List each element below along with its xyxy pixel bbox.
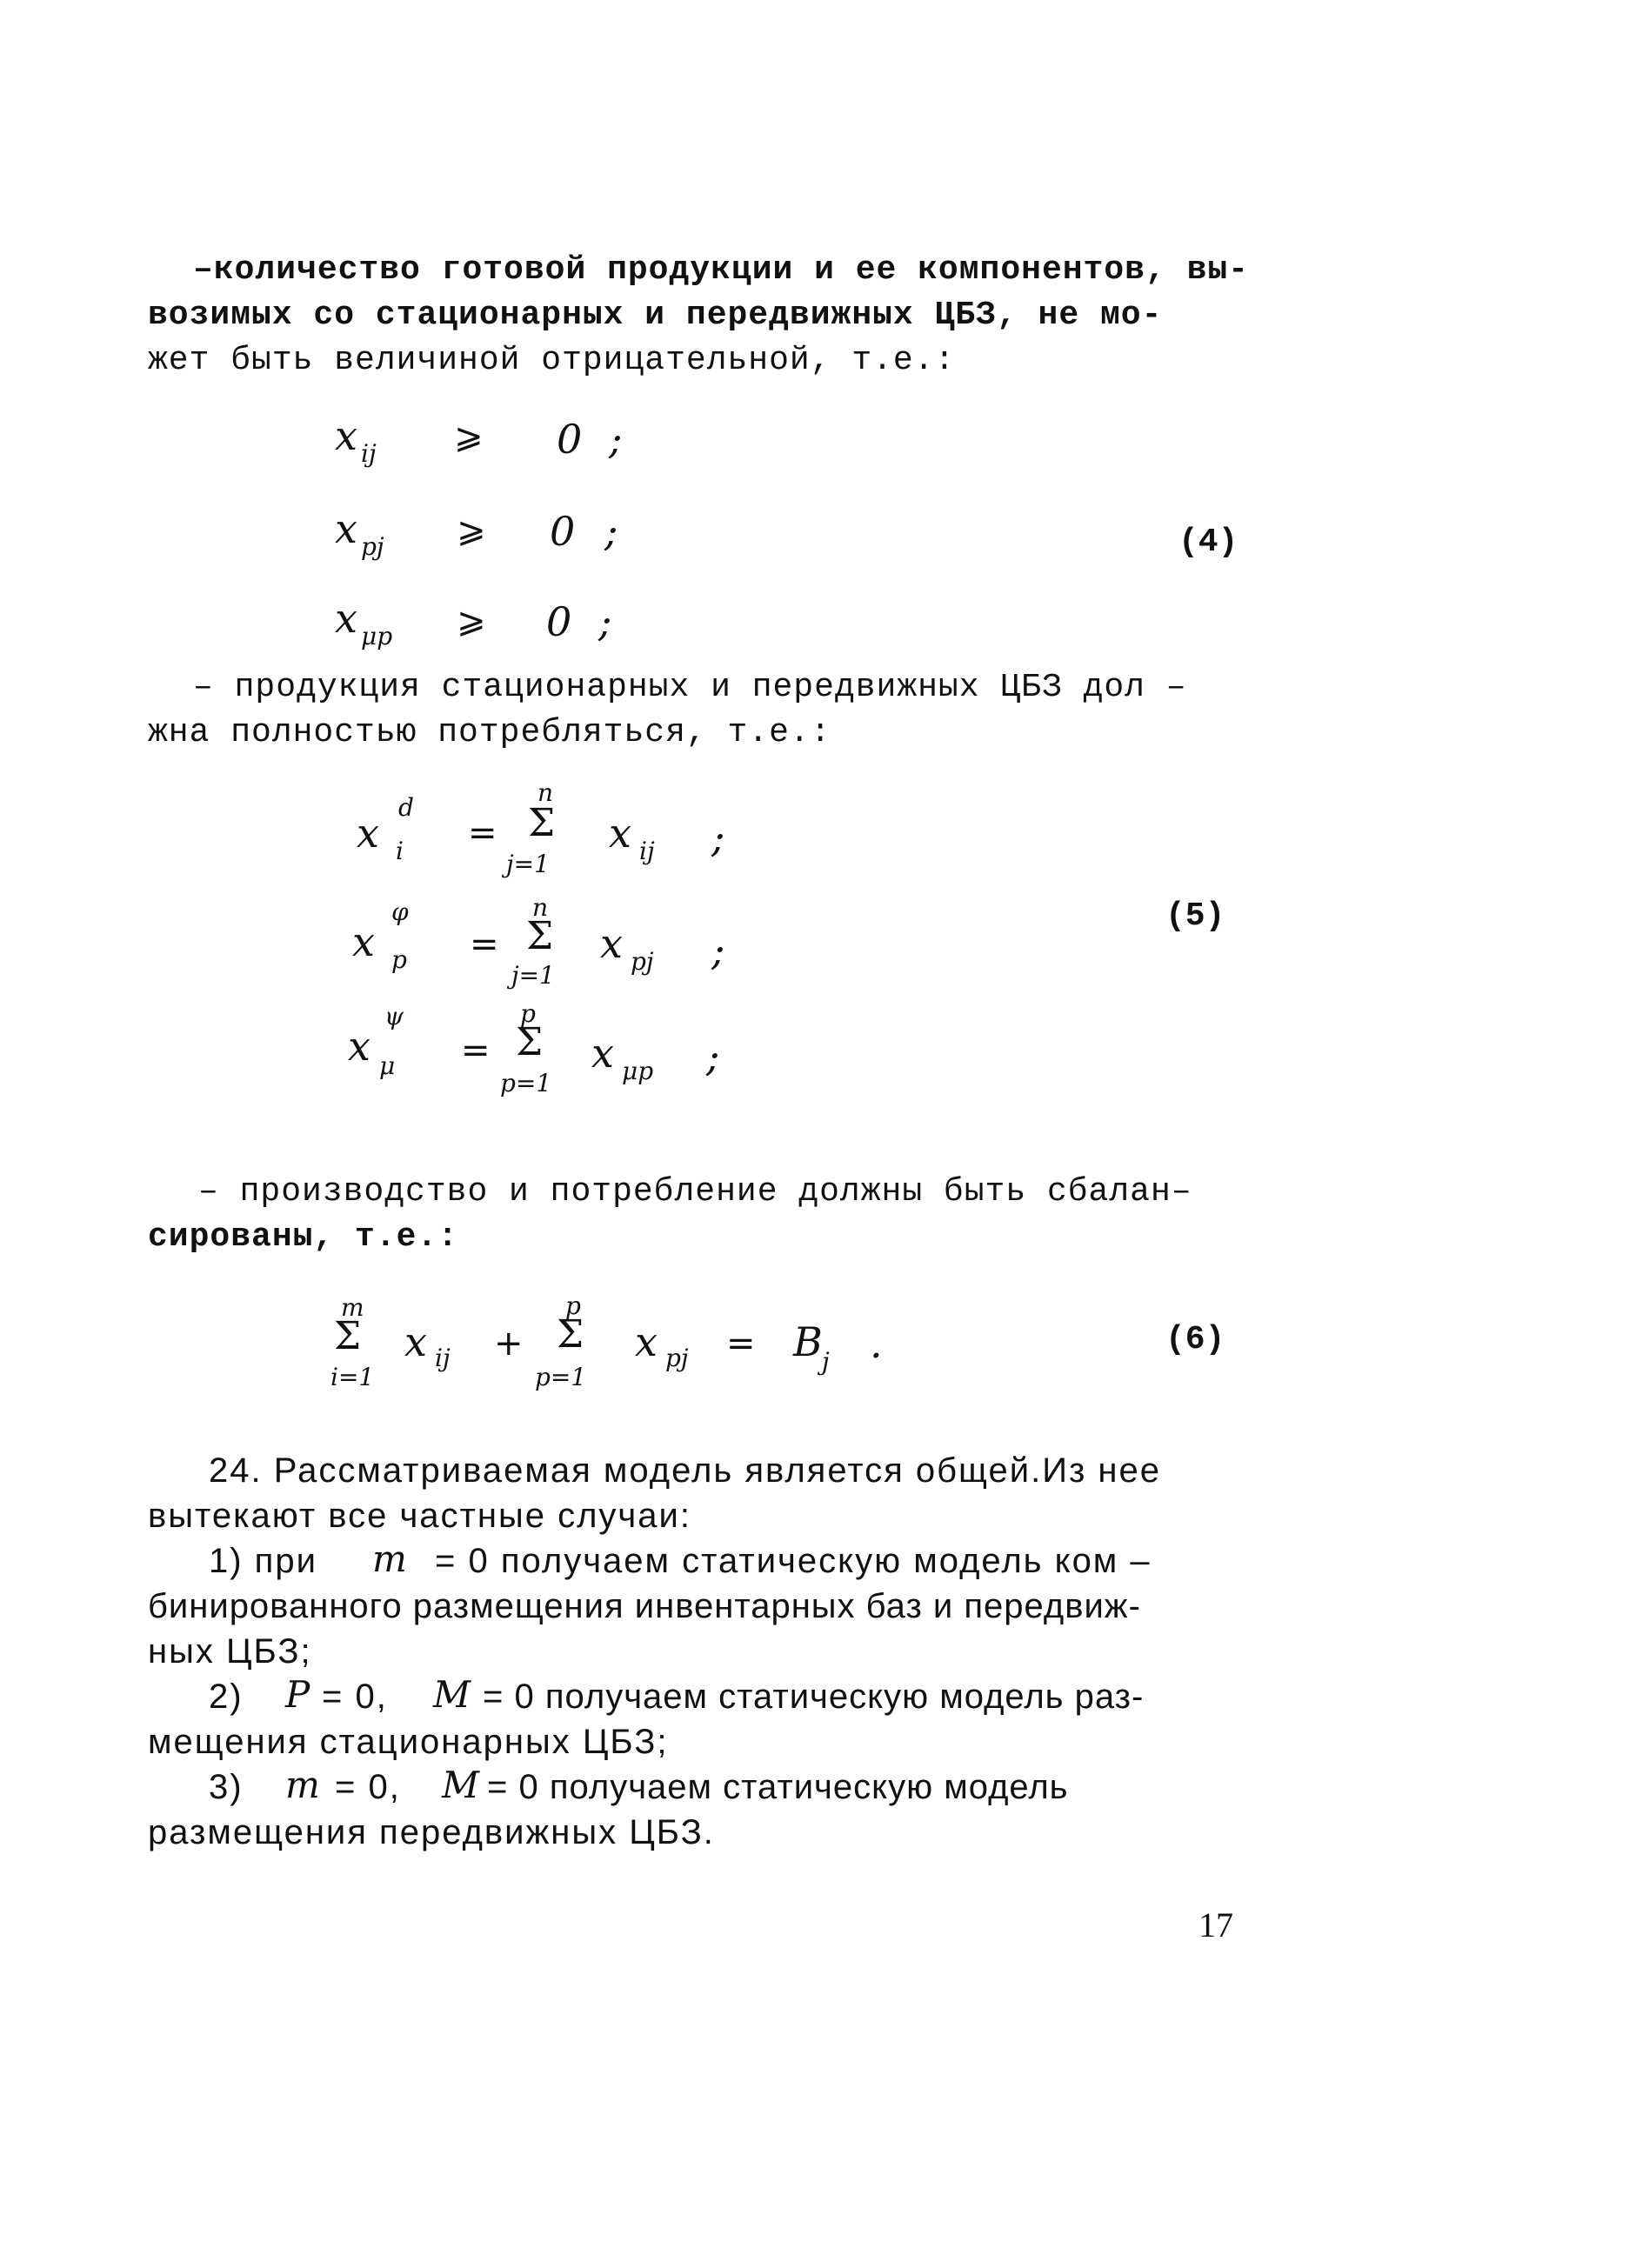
paragraph-3-line-2: сированы, т.е.: [148, 1218, 459, 1256]
case-2-var-1: P [285, 1673, 310, 1716]
case-3-number: 3) [209, 1768, 244, 1806]
paragraph-3-line-1: – производство и потребление должны быть сбалан– [198, 1173, 1192, 1211]
eq6-equals: = [726, 1324, 756, 1364]
section-24-line-1: 24. Рассматриваемая модель является общей.Из нее [209, 1451, 1161, 1490]
case-2-line-1: = 0 получаем статическую модель раз- [483, 1678, 1145, 1716]
eq4-row2-var: x [335, 505, 357, 552]
eq5-row1-sup: d [398, 793, 414, 822]
eq5-row3-term: x [591, 1030, 614, 1077]
eq4-row1-var: x [335, 412, 357, 459]
eq6-term1-sub: ij [435, 1344, 451, 1372]
case-1-line-1: = 0 получаем статическую модель ком – [435, 1542, 1152, 1580]
eq5-row3-upper: p [520, 999, 536, 1028]
eq5-row1-upper: n [537, 778, 554, 807]
case-2-mid: = 0, [322, 1678, 388, 1716]
eq4-row1-end: ; [609, 416, 623, 463]
eq5-row3-sigma: Σ [516, 1020, 544, 1064]
eq4-row2-rhs: 0 [550, 508, 576, 555]
eq5-row1-eq: = [468, 813, 497, 853]
eq5-row2-end: ; [711, 927, 725, 974]
eq6-sigma2: Σ [557, 1312, 584, 1357]
case-1-label: 1) при [209, 1542, 317, 1580]
case-3-mid: = 0, [335, 1768, 401, 1806]
eq5-row3-sup: ψ [384, 1002, 404, 1031]
eq5-row2-termsub: pj [631, 947, 654, 976]
eq6-rhs-var: B [793, 1318, 823, 1365]
eq5-row2-upper: n [532, 893, 549, 922]
case-2-var-2: M [433, 1673, 471, 1716]
case-1-line-3: ных ЦБЗ; [148, 1632, 312, 1671]
eq4-row1-rhs: 0 [557, 416, 583, 463]
eq6-term2-var: x [635, 1318, 658, 1365]
paragraph-1-line-1: –количество готовой продукции и ее компонентов, вы- [193, 251, 1249, 289]
paragraph-1-line-3: жет быть величиной отрицательной, т.е.: [148, 342, 956, 379]
eq5-row1-sigma: Σ [528, 801, 556, 845]
paragraph-2-line-1: – продукция стационарных и передвижных ЦБЗ дол – [193, 669, 1187, 706]
paragraph-2-line-2: жна полностью потребляться, т.е.: [148, 714, 831, 751]
eq6-term2-sub: pj [665, 1344, 689, 1372]
eq5-row1-var: x [357, 810, 379, 857]
eq5-row2-lower: j=1 [511, 961, 555, 990]
eq6-number: (6) [1165, 1321, 1225, 1358]
eq6-sigma1-upper: m [341, 1293, 364, 1322]
eq6-sigma2-upper: p [565, 1291, 581, 1320]
eq5-row1-sub: i [396, 837, 404, 865]
eq5-row1-end: ; [711, 814, 725, 861]
eq5-row2-sigma: Σ [526, 914, 554, 958]
eq5-row1-termsub: ij [639, 837, 655, 865]
eq5-row3-sub: μ [379, 1051, 396, 1080]
eq5-row2-eq: = [470, 924, 499, 964]
case-1-line-2: бинированного размещения инвентарных баз и передвиж- [148, 1587, 1141, 1625]
eq6-term1-var: x [404, 1318, 427, 1365]
eq4-number: (4) [1178, 524, 1238, 561]
case-3-line-2: размещения передвижных ЦБЗ. [148, 1813, 715, 1851]
eq5-row3-end: ; [706, 1033, 720, 1080]
eq4-row2-sub: pj [361, 532, 384, 561]
case-1-var: m [372, 1538, 407, 1580]
eq6-sigma2-lower: p=1 [535, 1363, 587, 1391]
case-3-var-1: m [285, 1764, 320, 1806]
eq4-row2-rel: ⩾ [457, 510, 486, 550]
case-2-line-2: мещения стационарных ЦБЗ; [148, 1723, 669, 1761]
eq4-row1-sub: ij [361, 439, 377, 468]
eq4-row1-rel: ⩾ [454, 417, 484, 457]
eq5-row3-eq: = [461, 1031, 491, 1071]
eq5-row1-term: x [609, 810, 631, 857]
eq5-row2-var: x [352, 918, 375, 965]
eq4-row3-rel: ⩾ [457, 601, 486, 641]
eq5-row2-sub: p [391, 945, 407, 974]
eq5-row2-term: x [600, 920, 623, 967]
eq5-row1-lower: j=1 [506, 850, 550, 878]
eq4-row3-rhs: 0 [546, 598, 572, 645]
eq6-sigma1-lower: i=1 [330, 1363, 375, 1391]
section-24-line-2: вытекают все частные случаи: [148, 1497, 691, 1535]
eq6-rhs-sub: j [822, 1347, 830, 1376]
paragraph-1-line-2: возимых со стационарных и передвижных ЦБЗ, не мо- [148, 297, 1163, 334]
eq5-row3-lower: p=1 [500, 1069, 552, 1097]
eq6-plus: + [494, 1324, 524, 1364]
eq6-sigma1: Σ [334, 1314, 362, 1358]
eq6-end: . [870, 1320, 883, 1367]
eq5-number: (5) [1165, 897, 1225, 935]
case-3-line-1: = 0 получаем статическую модель [487, 1768, 1069, 1806]
case-2-number: 2) [209, 1678, 244, 1716]
eq4-row2-end: ; [604, 508, 618, 555]
page-number: 17 [1198, 1905, 1233, 1944]
eq5-row3-termsub: μp [622, 1057, 654, 1085]
eq4-row3-end: ; [598, 598, 612, 645]
case-3-var-2: M [442, 1764, 480, 1806]
eq5-row3-var: x [348, 1023, 371, 1070]
eq4-row3-var: x [335, 595, 357, 642]
eq4-row3-sub: μp [361, 622, 393, 650]
eq5-row2-sup: φ [391, 897, 409, 926]
